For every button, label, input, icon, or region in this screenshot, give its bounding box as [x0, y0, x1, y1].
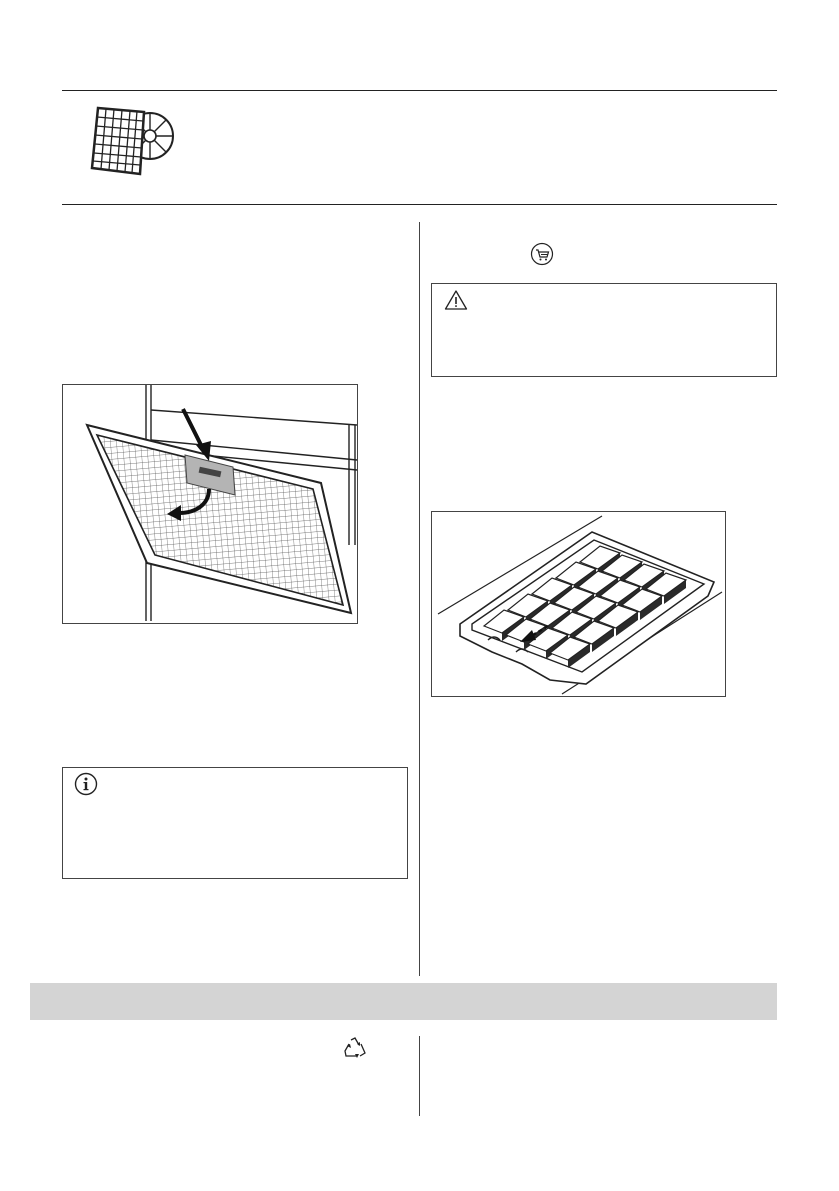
bottom-column-divider — [419, 1036, 420, 1116]
header-top-rule — [62, 90, 777, 91]
shopping-cart-icon — [530, 242, 554, 266]
warning-triangle-icon — [444, 289, 468, 311]
carbon-filter-figure — [431, 511, 726, 697]
grease-filter-figure — [62, 384, 358, 624]
column-divider — [419, 222, 420, 976]
header-bottom-rule — [62, 204, 777, 205]
section-heading-band — [30, 983, 777, 1020]
info-note-box — [62, 767, 408, 879]
warning-box — [431, 283, 777, 377]
recycling-icon — [342, 1036, 368, 1060]
carbon-and-grease-filter-icon — [80, 98, 180, 180]
info-icon — [74, 772, 98, 796]
